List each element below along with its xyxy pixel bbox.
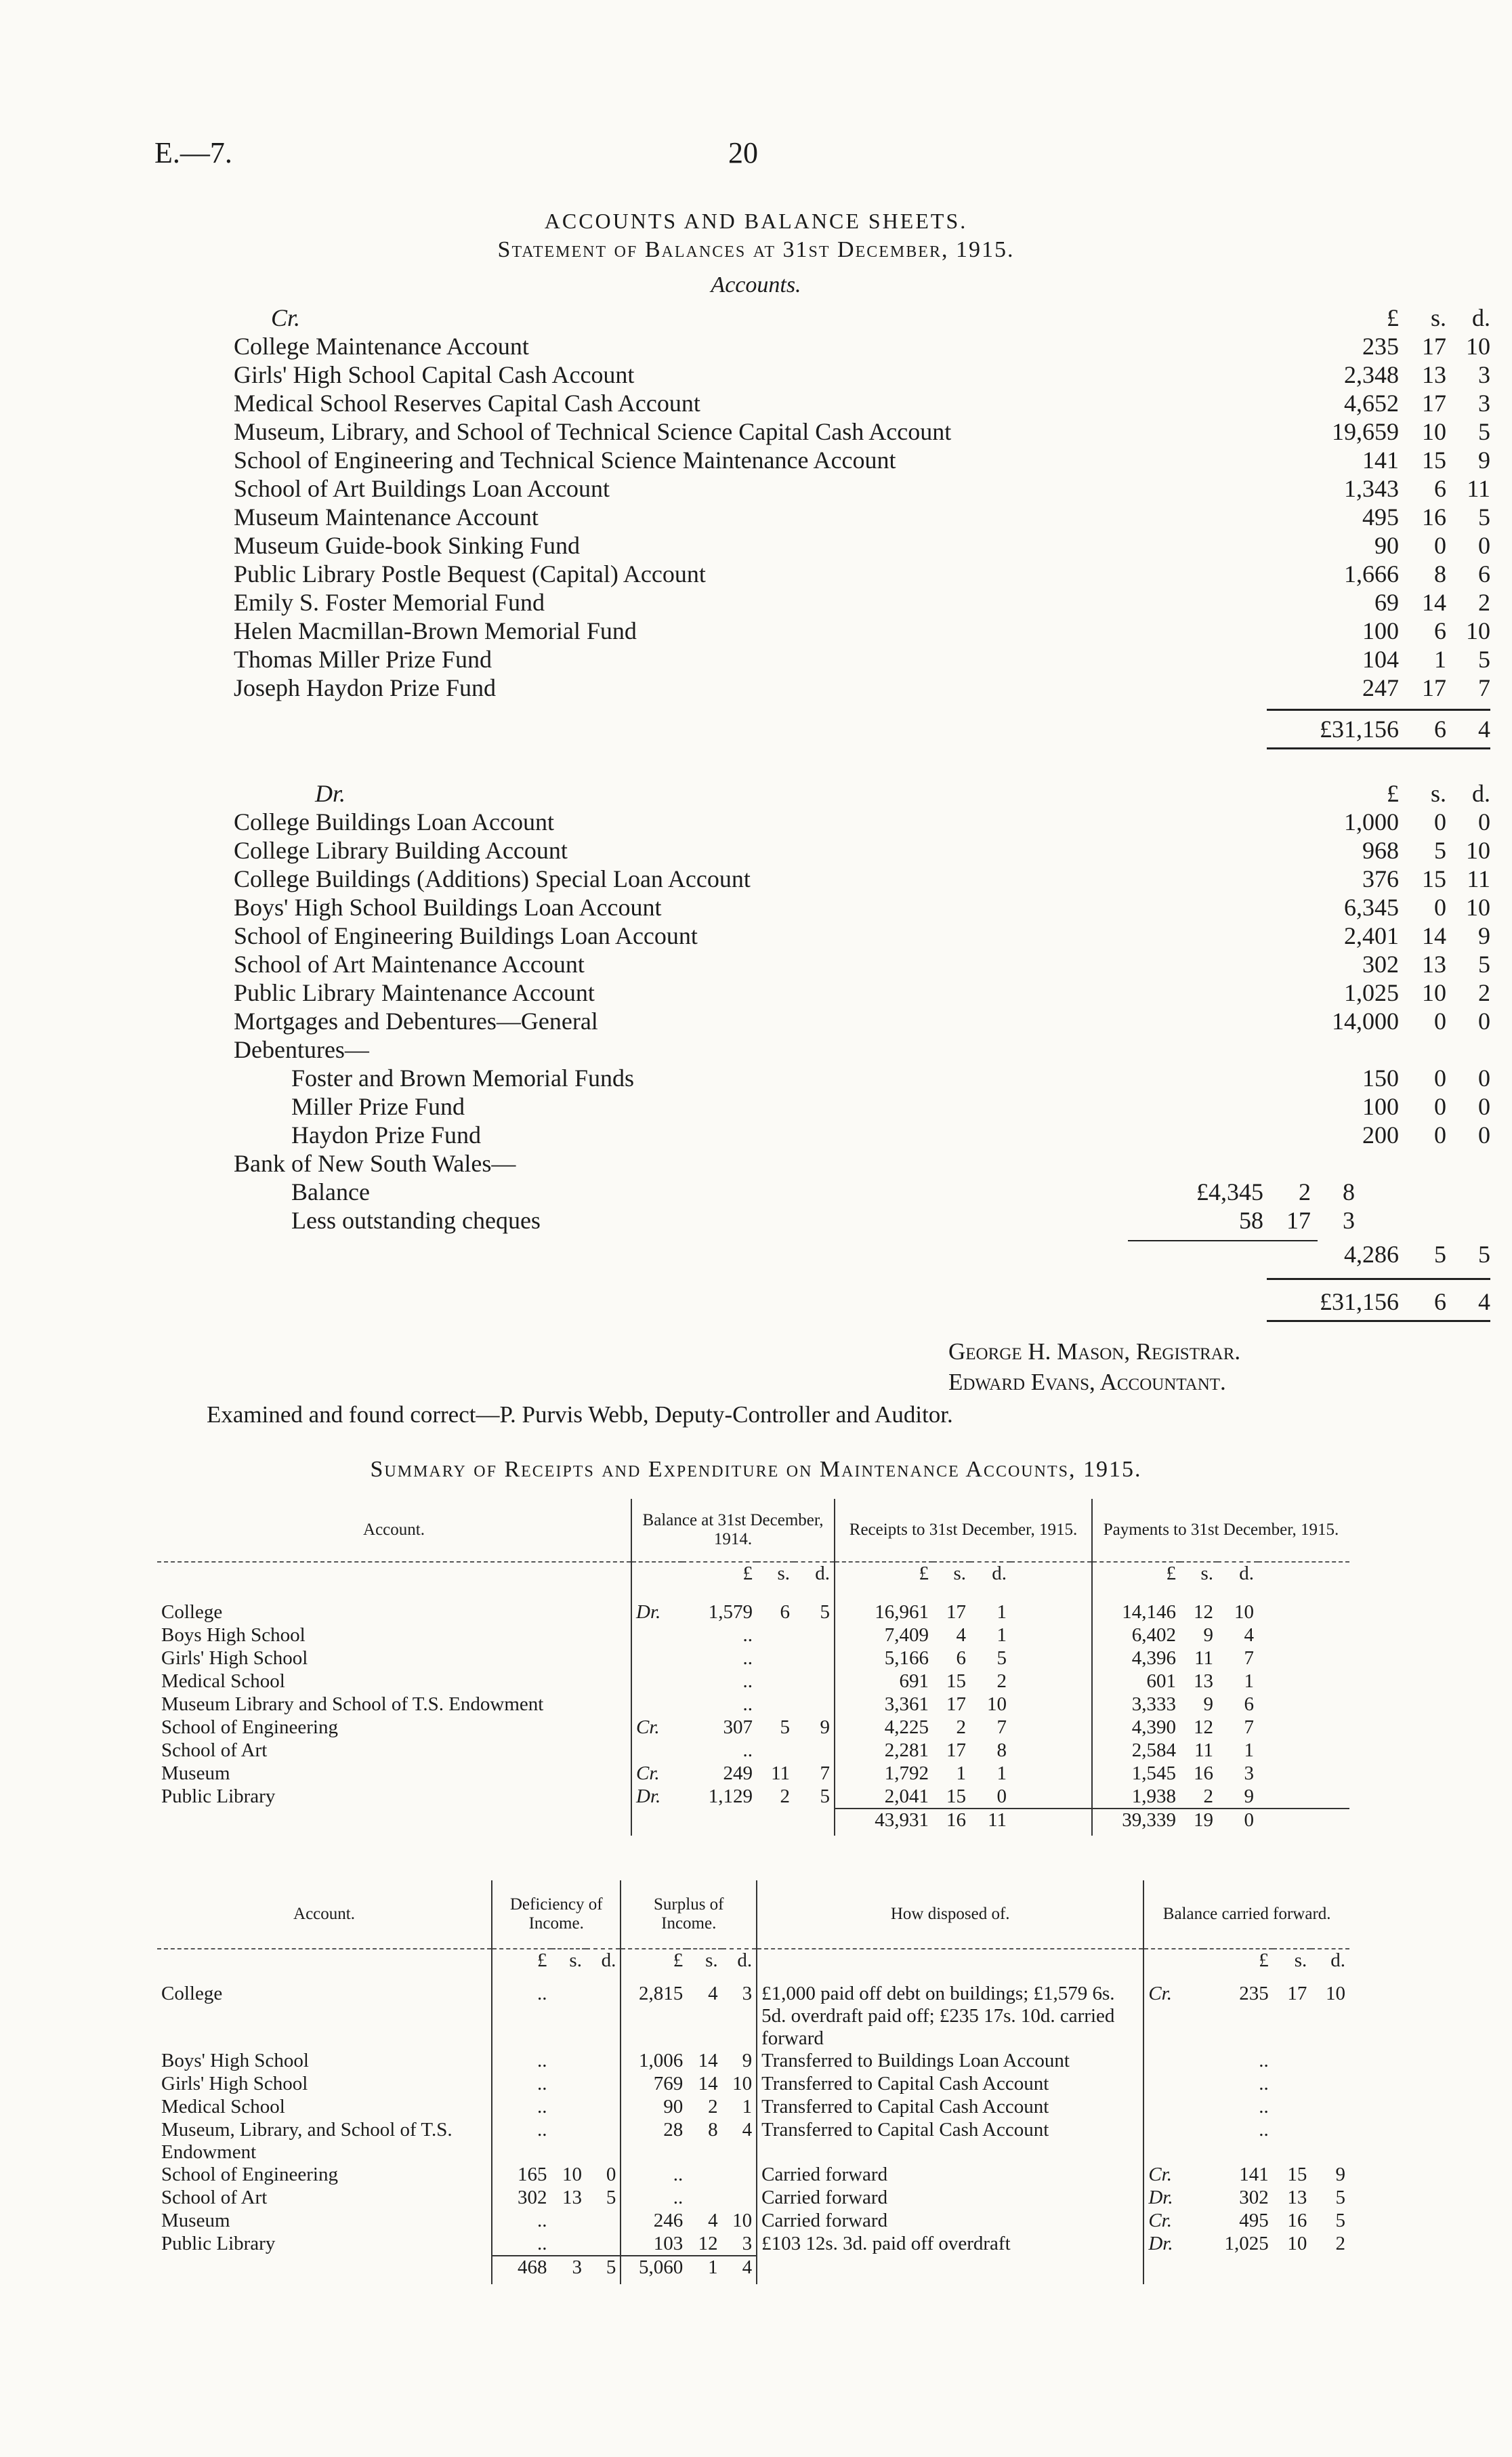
dr-row: School of Art Maintenance Account 302 13 5 bbox=[234, 951, 1490, 978]
table-row: Public Library Dr. 1,129 2 5 2,041 15 0 1,938 2 9 bbox=[157, 1785, 1349, 1809]
account-name: Museum bbox=[161, 2210, 230, 2231]
cr-row-label: College Maintenance Account bbox=[234, 333, 529, 360]
account-name: Boys' High School bbox=[161, 2050, 309, 2071]
disposal-note: Carried forward bbox=[757, 2210, 1143, 2233]
cr-row: Museum Maintenance Account 495 16 5 bbox=[234, 503, 1490, 531]
disposal-note: Transferred to Capital Cash Account bbox=[757, 2096, 1143, 2119]
account-name: Public Library bbox=[161, 1785, 276, 1807]
cr-row: College Maintenance Account 235 17 10 bbox=[234, 333, 1490, 360]
table-row: Girls' High School .. 5,166 6 5 4,396 11 7 bbox=[157, 1647, 1349, 1670]
auditor-statement: Examined and found correct—P. Purvis Webb, Deputy-Controller and Auditor. bbox=[207, 1401, 953, 1428]
cr-row: Museum Guide-book Sinking Fund 90 0 0 bbox=[234, 532, 1490, 559]
dr-row: College Buildings (Additions) Special Loan Account 376 15 11 bbox=[234, 865, 1490, 892]
account-name: Museum Library and School of T.S. Endowment bbox=[161, 1693, 544, 1715]
accountant-signature: Edward Evans, Accountant. bbox=[948, 1369, 1226, 1395]
cr-row-label: School of Engineering and Technical Science Maintenance Account bbox=[234, 447, 896, 474]
summary-table-disposal: Account. Deficiency of Income. Surplus of Income. How disposed of. Balance carried forward. £ s. d. £ s. d. £ s. d. College .. 2,815 4 3 £1,000 paid off debt on buildings; £1,579 6s. 5d. overdraft paid off; £235 17s. 10d. carried forward Cr. 235 17 10 Boys' High School .. 1,006 14 9 Transferred to Buildings Loan Account .. Girls' High School .. 769 14 10 Transferred to Capital Cash Account .. Medical School .. 90 2 1 Transferred to Capital Cash Account .. Museum, Library, and School of T.S. Endowment .. 28 8 4 Transferred to Capital Cash Account .. School of Engineering 165 10 0 .. Carried forward Cr. 141 15 9 School of Art 302 13 5 .. Carried forward Dr. 302 13 5 Museum .. 246 4 10 Carried forward Cr. 495 16 5 Public Library .. 103 12 3 £103 12s. 3d. paid off overdraft Dr. 1,025 10 2 468 3 5 5,060 1 4 bbox=[157, 1880, 1349, 2284]
cr-row-label: Medical School Reserves Capital Cash Account bbox=[234, 390, 700, 417]
dr-statement bbox=[234, 779, 1490, 1327]
table-row: Museum .. 246 4 10 Carried forward Cr. 495 16 5 bbox=[157, 2210, 1349, 2233]
disposal-note: Transferred to Capital Cash Account bbox=[757, 2119, 1143, 2164]
table-row: Girls' High School .. 769 14 10 Transferred to Capital Cash Account .. bbox=[157, 2073, 1349, 2096]
t1-total-payments: 39,339 bbox=[1092, 1809, 1180, 1836]
account-name: School of Engineering bbox=[161, 2164, 338, 2185]
dr-row: Mortgages and Debentures—General 14,000 0 0 bbox=[234, 1008, 1490, 1035]
cr-units: £ s. d. bbox=[1387, 304, 1490, 331]
dr-row: Boys' High School Buildings Loan Account 6,345 0 10 bbox=[234, 894, 1490, 921]
main-title: ACCOUNTS AND BALANCE SHEETS. bbox=[544, 209, 968, 233]
account-name: School of Art bbox=[161, 2187, 268, 2208]
dr-row-label: Mortgages and Debentures—General bbox=[234, 1008, 598, 1035]
disposal-note: Transferred to Capital Cash Account bbox=[757, 2073, 1143, 2096]
cr-row: School of Engineering and Technical Science Maintenance Account 141 15 9 bbox=[234, 447, 1490, 474]
dr-row-label: School of Engineering Buildings Loan Account bbox=[234, 922, 698, 949]
debenture-row-label: Miller Prize Fund bbox=[291, 1093, 465, 1120]
accounts-subtitle: Accounts. bbox=[711, 272, 801, 297]
debenture-row-label: Haydon Prize Fund bbox=[291, 1121, 481, 1149]
account-name: College bbox=[161, 1983, 223, 2004]
t2-header-deficiency: Deficiency of Income. bbox=[492, 1880, 621, 1949]
t1-header-account: Account. bbox=[363, 1521, 425, 1539]
page-number: 20 bbox=[728, 136, 758, 169]
cr-heading: Cr. bbox=[271, 304, 301, 331]
cr-total: £31,156 6 4 bbox=[1320, 716, 1490, 743]
dr-units: £ s. d. bbox=[1387, 780, 1490, 807]
registrar-signature: George H. Mason, Registrar. bbox=[948, 1338, 1241, 1365]
account-name: Boys High School bbox=[161, 1624, 306, 1646]
account-name: College bbox=[161, 1601, 223, 1623]
dr-row-label: College Library Building Account bbox=[234, 837, 568, 864]
dr-row-label: Boys' High School Buildings Loan Account bbox=[234, 894, 662, 921]
account-name: Medical School bbox=[161, 1670, 285, 1692]
t2-header-disposed: How disposed of. bbox=[757, 1880, 1143, 1949]
t2-total-surplus: 5,060 bbox=[621, 2256, 687, 2284]
table-row: School of Engineering Cr. 307 5 9 4,225 2 7 4,390 12 7 bbox=[157, 1716, 1349, 1739]
disposal-note: Carried forward bbox=[757, 2164, 1143, 2187]
cr-row: Girls' High School Capital Cash Account 2,348 13 3 bbox=[234, 361, 1490, 388]
bank-balance-row: Balance £4,345 2 8 bbox=[291, 1178, 1355, 1205]
account-name: Public Library bbox=[161, 2233, 276, 2254]
table-row: Boys High School .. 7,409 4 1 6,402 9 4 bbox=[157, 1624, 1349, 1647]
cr-row: Helen Macmillan-Brown Memorial Fund 100 6 10 bbox=[234, 617, 1490, 644]
t2-header-surplus: Surplus of Income. bbox=[621, 1880, 757, 1949]
dr-total: £31,156 6 4 bbox=[1320, 1288, 1490, 1315]
cr-row: Emily S. Foster Memorial Fund 69 14 2 bbox=[234, 589, 1490, 616]
statement-title: Statement of Balances at 31st December, 1915. bbox=[497, 237, 1015, 262]
cr-statement bbox=[234, 304, 1490, 754]
table-row: Boys' High School .. 1,006 14 9 Transferred to Buildings Loan Account .. bbox=[157, 2050, 1349, 2073]
table-row: School of Engineering 165 10 0 .. Carried forward Cr. 141 15 9 bbox=[157, 2164, 1349, 2187]
cr-row: Public Library Postle Bequest (Capital) Account 1,666 8 6 bbox=[234, 560, 1490, 587]
bank-label: Bank of New South Wales— bbox=[234, 1150, 516, 1177]
table-row: Museum Cr. 249 11 7 1,792 1 1 1,545 16 3 bbox=[157, 1762, 1349, 1785]
cr-row-label: Thomas Miller Prize Fund bbox=[234, 646, 492, 673]
dr-row-label: Public Library Maintenance Account bbox=[234, 979, 595, 1006]
debenture-row: Foster and Brown Memorial Funds 150 0 0 bbox=[291, 1065, 1490, 1092]
cr-row: Joseph Haydon Prize Fund 247 17 7 bbox=[234, 674, 1490, 701]
debenture-row-label: Foster and Brown Memorial Funds bbox=[291, 1065, 634, 1092]
t2-header-account: Account. bbox=[293, 1905, 355, 1923]
cr-row: Thomas Miller Prize Fund 104 1 5 bbox=[234, 646, 1490, 673]
disposal-note: Transferred to Buildings Loan Account bbox=[757, 2050, 1143, 2073]
document-ref: E.—7. bbox=[154, 136, 232, 169]
disposal-note: Carried forward bbox=[757, 2187, 1143, 2210]
cr-row-label: Museum Maintenance Account bbox=[234, 503, 539, 531]
table-row: Museum, Library, and School of T.S. Endowment .. 28 8 4 Transferred to Capital Cash Account .. bbox=[157, 2119, 1349, 2164]
t1-header-balance: Balance at 31st December, 1914. bbox=[631, 1499, 835, 1562]
summary-title: Summary of Receipts and Expenditure on Maintenance Accounts, 1915. bbox=[370, 1457, 1142, 1482]
cr-row-label: Joseph Haydon Prize Fund bbox=[234, 674, 496, 701]
bank-net-row: 4,286 5 5 bbox=[234, 1240, 1270, 1268]
cr-row: Medical School Reserves Capital Cash Account 4,652 17 3 bbox=[234, 390, 1490, 417]
cr-row-label: School of Art Buildings Loan Account bbox=[234, 475, 610, 502]
table-row: School of Art .. 2,281 17 8 2,584 11 1 bbox=[157, 1739, 1349, 1762]
debenture-row: Miller Prize Fund 100 0 0 bbox=[291, 1093, 1490, 1120]
dr-row-label: College Buildings (Additions) Special Loan Account bbox=[234, 865, 751, 892]
dr-heading: Dr. bbox=[315, 780, 346, 807]
dr-row: College Library Building Account 968 5 10 bbox=[234, 837, 1490, 864]
table-row: Museum Library and School of T.S. Endowment .. 3,361 17 10 3,333 9 6 bbox=[157, 1693, 1349, 1716]
disposal-note: £1,000 paid off debt on buildings; £1,579 6s. 5d. overdraft paid off; £235 17s. 10d. carried forward bbox=[757, 1983, 1143, 2050]
account-name: School of Art bbox=[161, 1739, 268, 1761]
account-name: Medical School bbox=[161, 2096, 285, 2118]
account-name: Girls' High School bbox=[161, 2073, 308, 2094]
t2-header-carried: Balance carried forward. bbox=[1143, 1880, 1349, 1949]
cr-row-label: Helen Macmillan-Brown Memorial Fund bbox=[234, 617, 637, 644]
t1-header-payments: Payments to 31st December, 1915. bbox=[1092, 1499, 1349, 1562]
t1-header-receipts: Receipts to 31st December, 1915. bbox=[835, 1499, 1092, 1562]
dr-row: Public Library Maintenance Account 1,025 10 2 bbox=[234, 979, 1490, 1006]
cr-row-label: Public Library Postle Bequest (Capital) Account bbox=[234, 560, 706, 587]
cr-row-label: Emily S. Foster Memorial Fund bbox=[234, 589, 545, 616]
dr-row: College Buildings Loan Account 1,000 0 0 bbox=[234, 808, 1490, 835]
account-name: Museum, Library, and School of T.S. Endowment bbox=[161, 2119, 453, 2163]
table-row: Medical School .. 90 2 1 Transferred to Capital Cash Account .. bbox=[157, 2096, 1349, 2119]
debenture-row: Haydon Prize Fund 200 0 0 bbox=[291, 1121, 1490, 1149]
cr-row: School of Art Buildings Loan Account 1,343 6 11 bbox=[234, 475, 1490, 502]
table-row: School of Art 302 13 5 .. Carried forward Dr. 302 13 5 bbox=[157, 2187, 1349, 2210]
t1-total-receipts: 43,931 bbox=[835, 1809, 933, 1836]
table-row: Medical School .. 691 15 2 601 13 1 bbox=[157, 1670, 1349, 1693]
t2-total-deficiency: 468 bbox=[492, 2256, 551, 2284]
table-row: College .. 2,815 4 3 £1,000 paid off debt on buildings; £1,579 6s. 5d. overdraft paid off; £235 17s. 10d. carried forward Cr. 235 17 10 bbox=[157, 1983, 1349, 2050]
cr-row: Museum, Library, and School of Technical Science Capital Cash Account 19,659 10 5 bbox=[234, 418, 1490, 445]
dr-row-label: College Buildings Loan Account bbox=[234, 808, 554, 835]
cr-row-label: Girls' High School Capital Cash Account bbox=[234, 361, 635, 388]
account-name: School of Engineering bbox=[161, 1716, 338, 1738]
account-name: Girls' High School bbox=[161, 1647, 308, 1669]
bank-less-row: Less outstanding cheques 58 17 3 bbox=[291, 1207, 1355, 1234]
disposal-note: £103 12s. 3d. paid off overdraft bbox=[757, 2233, 1143, 2256]
cr-row-label: Museum Guide-book Sinking Fund bbox=[234, 532, 581, 559]
cr-row-label: Museum, Library, and School of Technical Science Capital Cash Account bbox=[234, 418, 952, 445]
debentures-label: Debentures— bbox=[234, 1036, 369, 1063]
summary-table-balances: Account. Balance at 31st December, 1914. Receipts to 31st December, 1915. Payments to 31st December, 1915. £ s. d. £ s. d. £ s. d. College Dr. 1,579 6 5 16,961 17 1 14,146 12 10 Boys High School .. 7,409 4 1 6,402 9 4 Girls' High School .. 5,166 6 5 4,396 11 7 Medical School .. 691 15 2 601 13 1 Museum Library and School of T.S. Endowment .. 3,361 17 10 3,333 9 6 School of Engineering Cr. 307 5 9 4,225 2 7 4,390 12 7 School of Art .. 2,281 17 8 2,584 11 1 Museum Cr. 249 11 7 1,792 1 1 1,545 16 3 Public Library Dr. 1,129 2 5 2,041 15 0 1,938 2 9 43,931 16 11 39,339 19 0 bbox=[157, 1499, 1349, 1836]
account-name: Museum bbox=[161, 1762, 230, 1784]
dr-row: School of Engineering Buildings Loan Account 2,401 14 9 bbox=[234, 922, 1490, 949]
table-row: Public Library .. 103 12 3 £103 12s. 3d. paid off overdraft Dr. 1,025 10 2 bbox=[157, 2233, 1349, 2256]
table-row: College Dr. 1,579 6 5 16,961 17 1 14,146 12 10 bbox=[157, 1601, 1349, 1624]
dr-row-label: School of Art Maintenance Account bbox=[234, 951, 585, 978]
